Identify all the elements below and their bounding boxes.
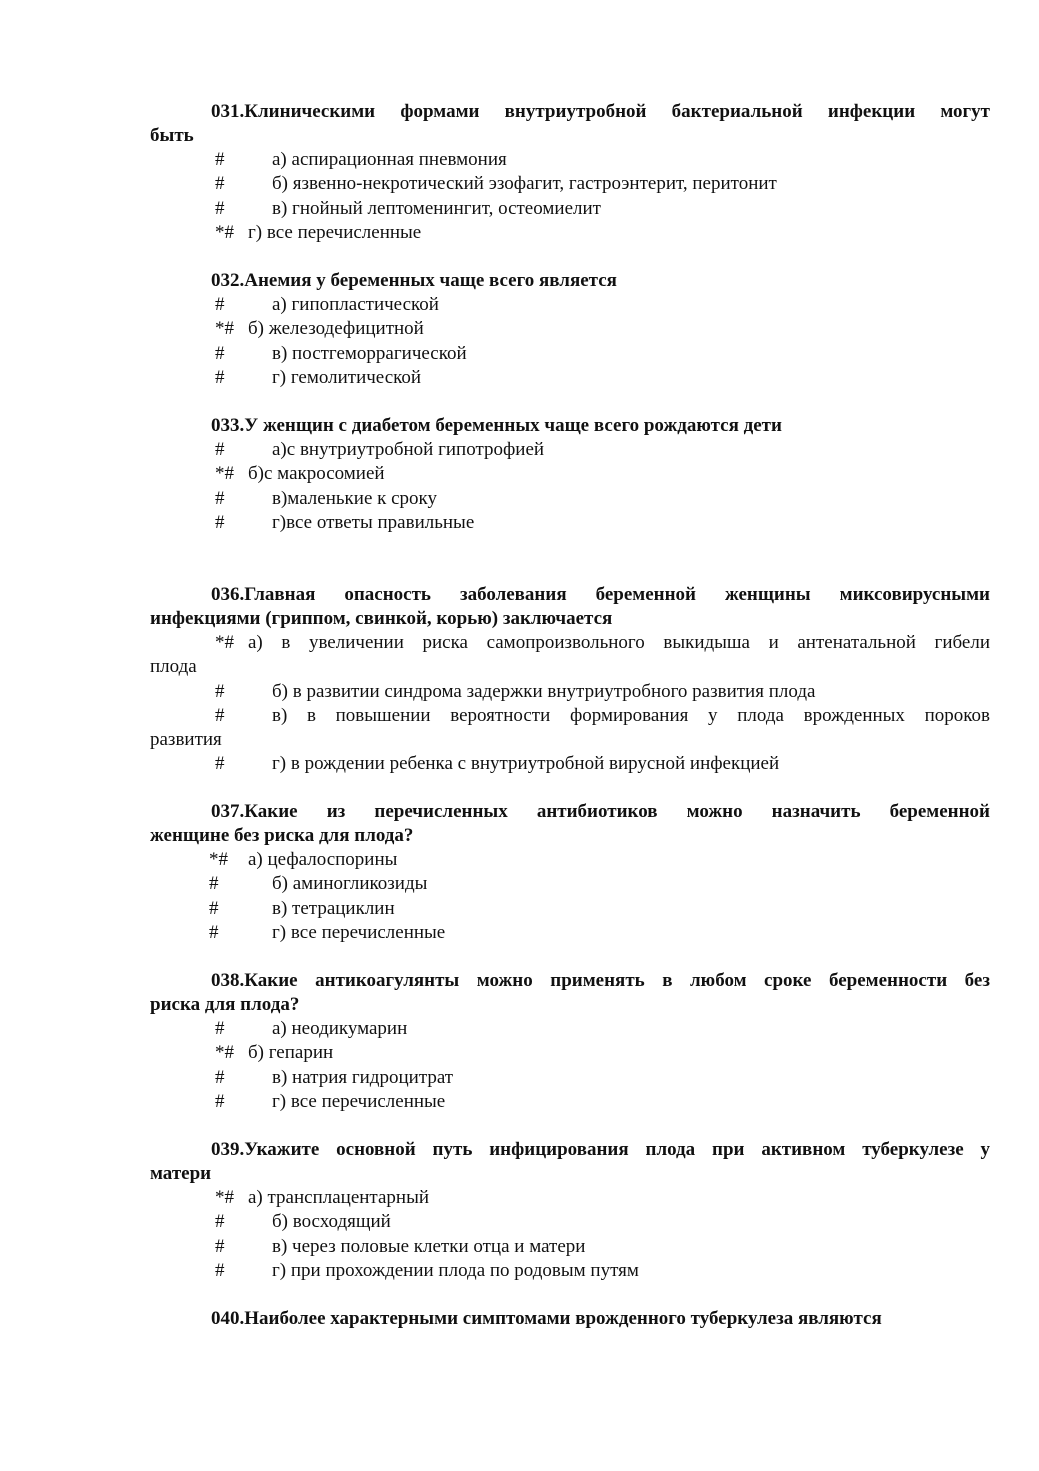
question-title: 036.Главная опасность заболевания беременной женщины миксовирусными инфекциями (гриппом, свинкой, корью) заключается [150, 584, 990, 629]
question-title: 037.Какие из перечисленных антибиотиков можно назначить беременной женщине без риска для плода? [150, 801, 990, 846]
answer-option: # а)с внутриутробной гипотрофией [215, 439, 545, 460]
answer-option: # а) аспирационная пневмония [215, 149, 507, 170]
answer-option: # г) при прохождении плода по родовым путям [215, 1259, 639, 1281]
question-039 [150, 1138, 990, 1283]
answer-option: # в) постгеморрагической [215, 342, 467, 364]
answer-option: # г) все перечисленные [215, 1090, 446, 1112]
answer-option: # б) аминогликозиды [209, 873, 428, 895]
answer-option: # в) натрия гидроцитрат [215, 1066, 454, 1088]
answer-option: # г) в рождении ребенка с внутриутробной вирусной инфекцией [215, 753, 780, 775]
answer-option-correct: *# б) гепарин [215, 1042, 334, 1064]
question-031 [150, 100, 990, 245]
answer-option: # в)маленькие к сроку [215, 487, 437, 509]
answer-option: # а) гипопластической [215, 294, 439, 315]
question-title: 039.Укажите основной путь инфицирования плода при активном туберкулезе у матери [150, 1139, 990, 1184]
answer-option: # г)все ответы правильные [215, 511, 475, 533]
question-036 [150, 583, 990, 777]
answer-option: # г) все перечисленные [209, 921, 446, 943]
answer-option: # в) в повышении вероятности формирования у плода врожденных пороков развития [150, 704, 990, 751]
question-title: 038.Какие антикоагулянты можно применять в любом сроке беременности без риска для плода? [150, 970, 990, 1015]
answer-option-correct: *# г) все перечисленные [215, 221, 422, 243]
question-033 [150, 414, 990, 535]
question-title: 032.Анемия у беременных чаще всего является [211, 270, 617, 291]
answer-option: # в) через половые клетки отца и матери [215, 1235, 586, 1257]
answer-option: # б) в развитии синдрома задержки внутриутробного развития плода [215, 680, 816, 702]
answer-option-correct: *# а) в увеличении риска самопроизвольного выкидыша и антенатальной гибели плода [150, 632, 990, 678]
answer-option-correct: *# а) цефалоспорины [209, 849, 398, 870]
answer-option-correct: *# б)с макросомией [215, 463, 385, 485]
question-032 [150, 269, 990, 390]
question-title: 031.Клиническими формами внутриутробной бактериальной инфекции могут быть [150, 101, 990, 146]
question-title: 033.У женщин с диабетом беременных чаще всего рождаются дети [211, 415, 782, 436]
question-037 [150, 800, 990, 945]
answer-option-correct: *# а) трансплацентарный [215, 1187, 430, 1208]
answer-option-correct: *# б) железодефицитной [215, 318, 424, 340]
answer-option: # в) гнойный лептоменингит, остеомиелит [215, 197, 601, 219]
answer-option: # б) восходящий [215, 1211, 391, 1233]
question-040 [150, 1307, 990, 1331]
answer-option: # г) гемолитической [215, 366, 422, 388]
answer-option: # б) язвенно-некротический эзофагит, гастроэнтерит, перитонит [215, 173, 777, 195]
question-title: 040.Наиболее характерными симптомами врожденного туберкулеза являются [211, 1308, 882, 1329]
answer-option: # в) тетрациклин [209, 897, 395, 919]
answer-option: # а) неодикумарин [215, 1018, 408, 1039]
question-038 [150, 969, 990, 1114]
